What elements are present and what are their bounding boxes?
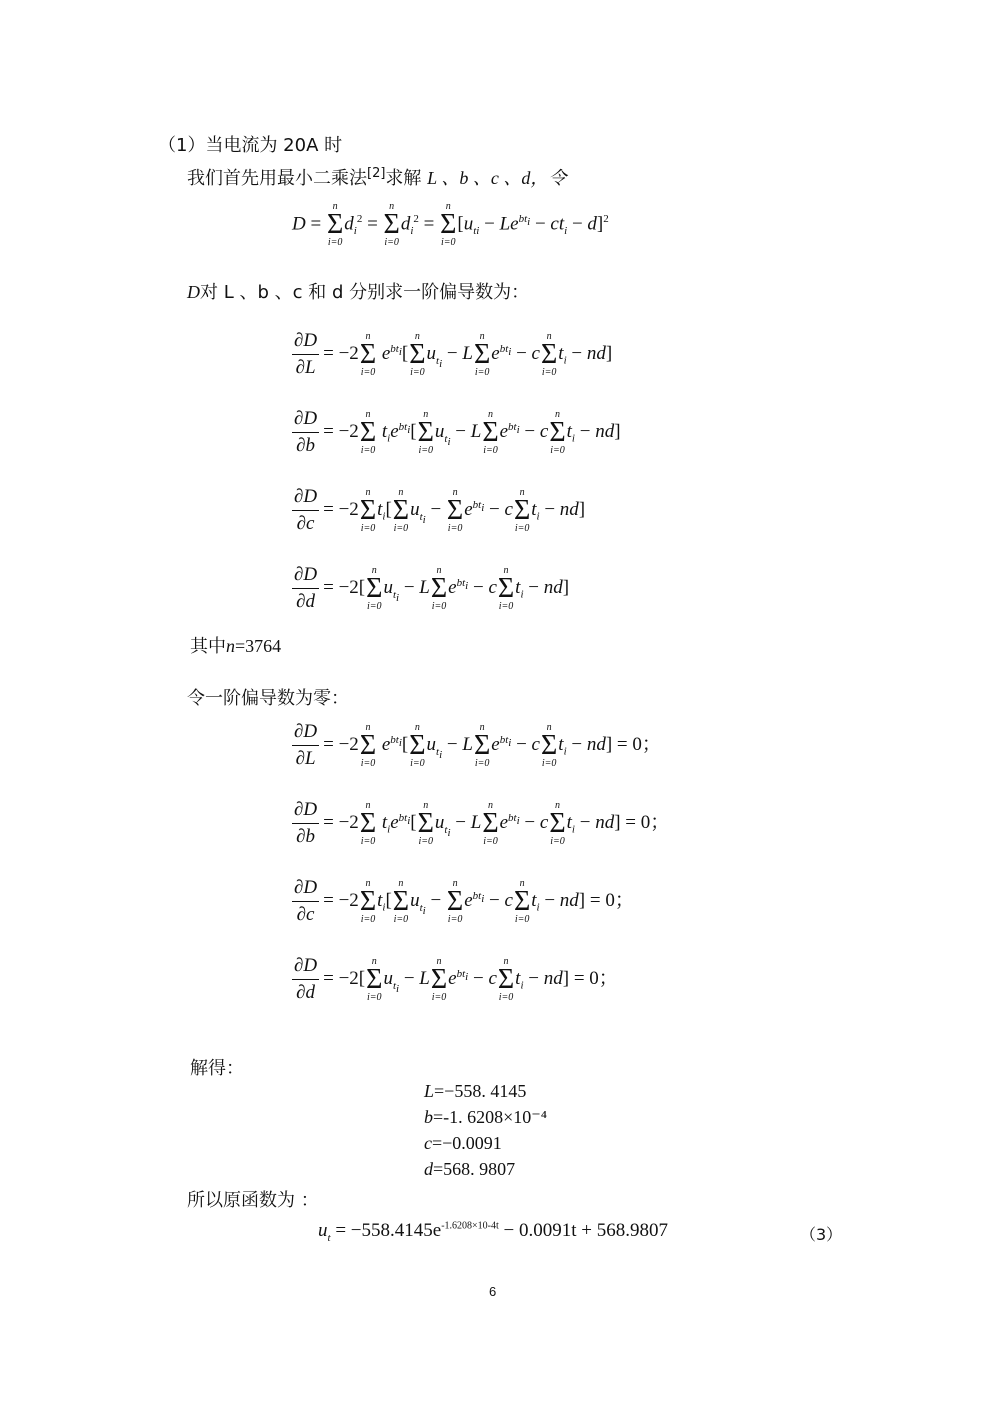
citation-ref: [2]: [367, 166, 386, 181]
solve-label: 解得：: [190, 1058, 244, 1079]
solution-b: b=-1. 6208×10⁻⁴: [424, 1107, 548, 1127]
zero-partial-d: $\frac{\partial D}{\partial d}$ = −2[ n Σ i=0 $u_{t_i} - L$ n Σ i=0 $e^{bt_i} - c$ n Σ i=0 $t_i - nd] = 0$；: [294, 955, 618, 1003]
page-number: 6: [489, 1284, 497, 1299]
partial-b: $\frac{\partial D}{\partial b}$ = −2 n Σ i=0 $t_ie^{bt_i}$[ n Σ i=0 $u_{t_i} - L$ n Σ i=0 $e^{bt_i} - c$ n Σ i=0 $t_i - nd$]: [294, 408, 621, 456]
intro-text-pre: 我们首先用最小二乘法: [187, 168, 367, 189]
partial-L: $\frac{\partial D}{\partial L}$ = −2 n Σ i=0 $e^{bt_i}$[ n Σ i=0 $u_{t_i} - L$ n Σ i=0 $e^{bt_i} - c$ n Σ i=0 $t_i - nd$]: [294, 330, 613, 378]
zero-partial-b: $\frac{\partial D}{\partial b}$ = −2 n Σ i=0 $t_ie^{bt_i}$[ n Σ i=0 $u_{t_i} - L$ n Σ i=0 $e^{bt_i} - c$ n Σ i=0 $t_i - nd] = 0$；: [294, 799, 670, 847]
equation-number: （3）: [800, 1225, 843, 1244]
final-equation: $u_t = -558.4145e^{-1.6208\times 10-4t} - 0.0091t + 568.9807$: [318, 1220, 668, 1244]
section-heading: （1）当电流为 20A 时: [158, 135, 343, 156]
equation-D: D = n Σ i=0 $d_i^2$ = n Σ i=0 $d_i^2$ = n Σ i=0 $[u_{ti} - Le^{bt_i} - ct_i - d]^2$: [292, 201, 609, 248]
zero-partial-L: $\frac{\partial D}{\partial L}$ = −2 n Σ i=0 $e^{bt_i}$[ n Σ i=0 $u_{t_i} - L$ n Σ i=0 $e^{bt_i} - c$ n Σ i=0 $t_i - nd] = 0$；: [294, 721, 661, 769]
intro-paragraph: [187, 164, 566, 190]
partial-c: $\frac{\partial D}{\partial c}$ = −2 n Σ i=0 $t_i$[ n Σ i=0 $u_{t_i}$ − n Σ i=0 $e^{bt_i} - c$ n Σ i=0 $t_i - nd$]: [294, 486, 586, 534]
zero-intro: 令一阶偏导数为零：: [187, 688, 349, 709]
n-line: 其中n=3764: [190, 636, 282, 657]
solution-d: d=568. 9807: [424, 1159, 516, 1179]
intro-vars: L 、b 、c 、d，令: [427, 168, 567, 188]
solution-c: c=−0.0091: [424, 1133, 502, 1153]
partial-intro: [187, 278, 529, 304]
intro-text-post: 求解: [385, 168, 422, 189]
so-label: 所以原函数为 ：: [187, 1190, 319, 1211]
partial-d: $\frac{\partial D}{\partial d}$ = −2[ n Σ i=0 $u_{t_i} - L$ n Σ i=0 $e^{bt_i} - c$ n Σ i=0 $t_i - nd$]: [294, 564, 570, 612]
partial-intro-var: D: [187, 282, 200, 302]
solution-L: L=−558. 4145: [424, 1081, 527, 1101]
partial-intro-text: 对 L 、b 、c 和 d 分别求一阶偏导数为：: [200, 282, 530, 303]
zero-partial-c: $\frac{\partial D}{\partial c}$ = −2 n Σ i=0 $t_i$[ n Σ i=0 $u_{t_i}$ − n Σ i=0 $e^{bt_i} - c$ n Σ i=0 $t_i - nd] = 0$；: [294, 877, 634, 925]
